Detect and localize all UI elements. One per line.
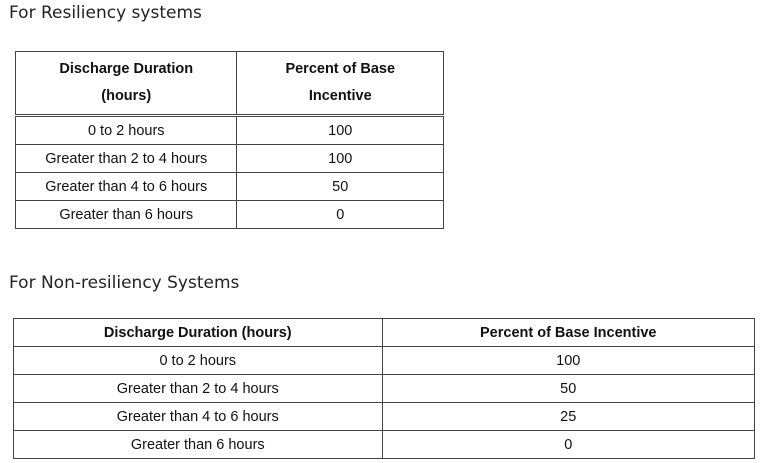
duration-cell: Greater than 2 to 4 hours bbox=[16, 145, 237, 173]
table-row bbox=[16, 145, 444, 173]
duration-cell: Greater than 4 to 6 hours bbox=[14, 403, 383, 431]
header-text: Percent of Base bbox=[285, 61, 396, 77]
header-text: Discharge Duration bbox=[59, 61, 194, 77]
percent-cell: 50 bbox=[382, 375, 755, 403]
resiliency-heading: For Resiliency systems bbox=[9, 3, 202, 23]
table-row bbox=[14, 375, 755, 403]
table-row bbox=[16, 201, 444, 229]
non-resiliency-table bbox=[13, 318, 755, 459]
percent-cell: 0 bbox=[237, 201, 444, 229]
percent-cell: 0 bbox=[382, 431, 755, 459]
percent-cell: 100 bbox=[237, 145, 444, 173]
header-discharge-duration bbox=[16, 52, 237, 116]
duration-cell: 0 to 2 hours bbox=[14, 347, 383, 375]
header-discharge-duration: Discharge Duration (hours) bbox=[14, 319, 383, 347]
table-row bbox=[16, 116, 444, 145]
table-header-row bbox=[14, 319, 755, 347]
duration-cell: Greater than 6 hours bbox=[16, 201, 237, 229]
percent-cell: 50 bbox=[237, 173, 444, 201]
header-percent-base-incentive bbox=[237, 52, 444, 116]
duration-cell: 0 to 2 hours bbox=[16, 116, 237, 145]
table-row bbox=[14, 431, 755, 459]
non-resiliency-heading: For Non-resiliency Systems bbox=[9, 273, 240, 293]
table-header-row bbox=[16, 52, 444, 116]
percent-cell: 100 bbox=[382, 347, 755, 375]
table-row bbox=[14, 403, 755, 431]
duration-cell: Greater than 6 hours bbox=[14, 431, 383, 459]
percent-cell: 25 bbox=[382, 403, 755, 431]
table-row bbox=[16, 173, 444, 201]
header-percent-base-incentive: Percent of Base Incentive bbox=[382, 319, 755, 347]
header-text: Incentive bbox=[308, 88, 372, 104]
duration-cell: Greater than 2 to 4 hours bbox=[14, 375, 383, 403]
header-text: (hours) bbox=[101, 88, 152, 104]
resiliency-table bbox=[15, 51, 444, 229]
duration-cell: Greater than 4 to 6 hours bbox=[16, 173, 237, 201]
table-row bbox=[14, 347, 755, 375]
percent-cell: 100 bbox=[237, 116, 444, 145]
